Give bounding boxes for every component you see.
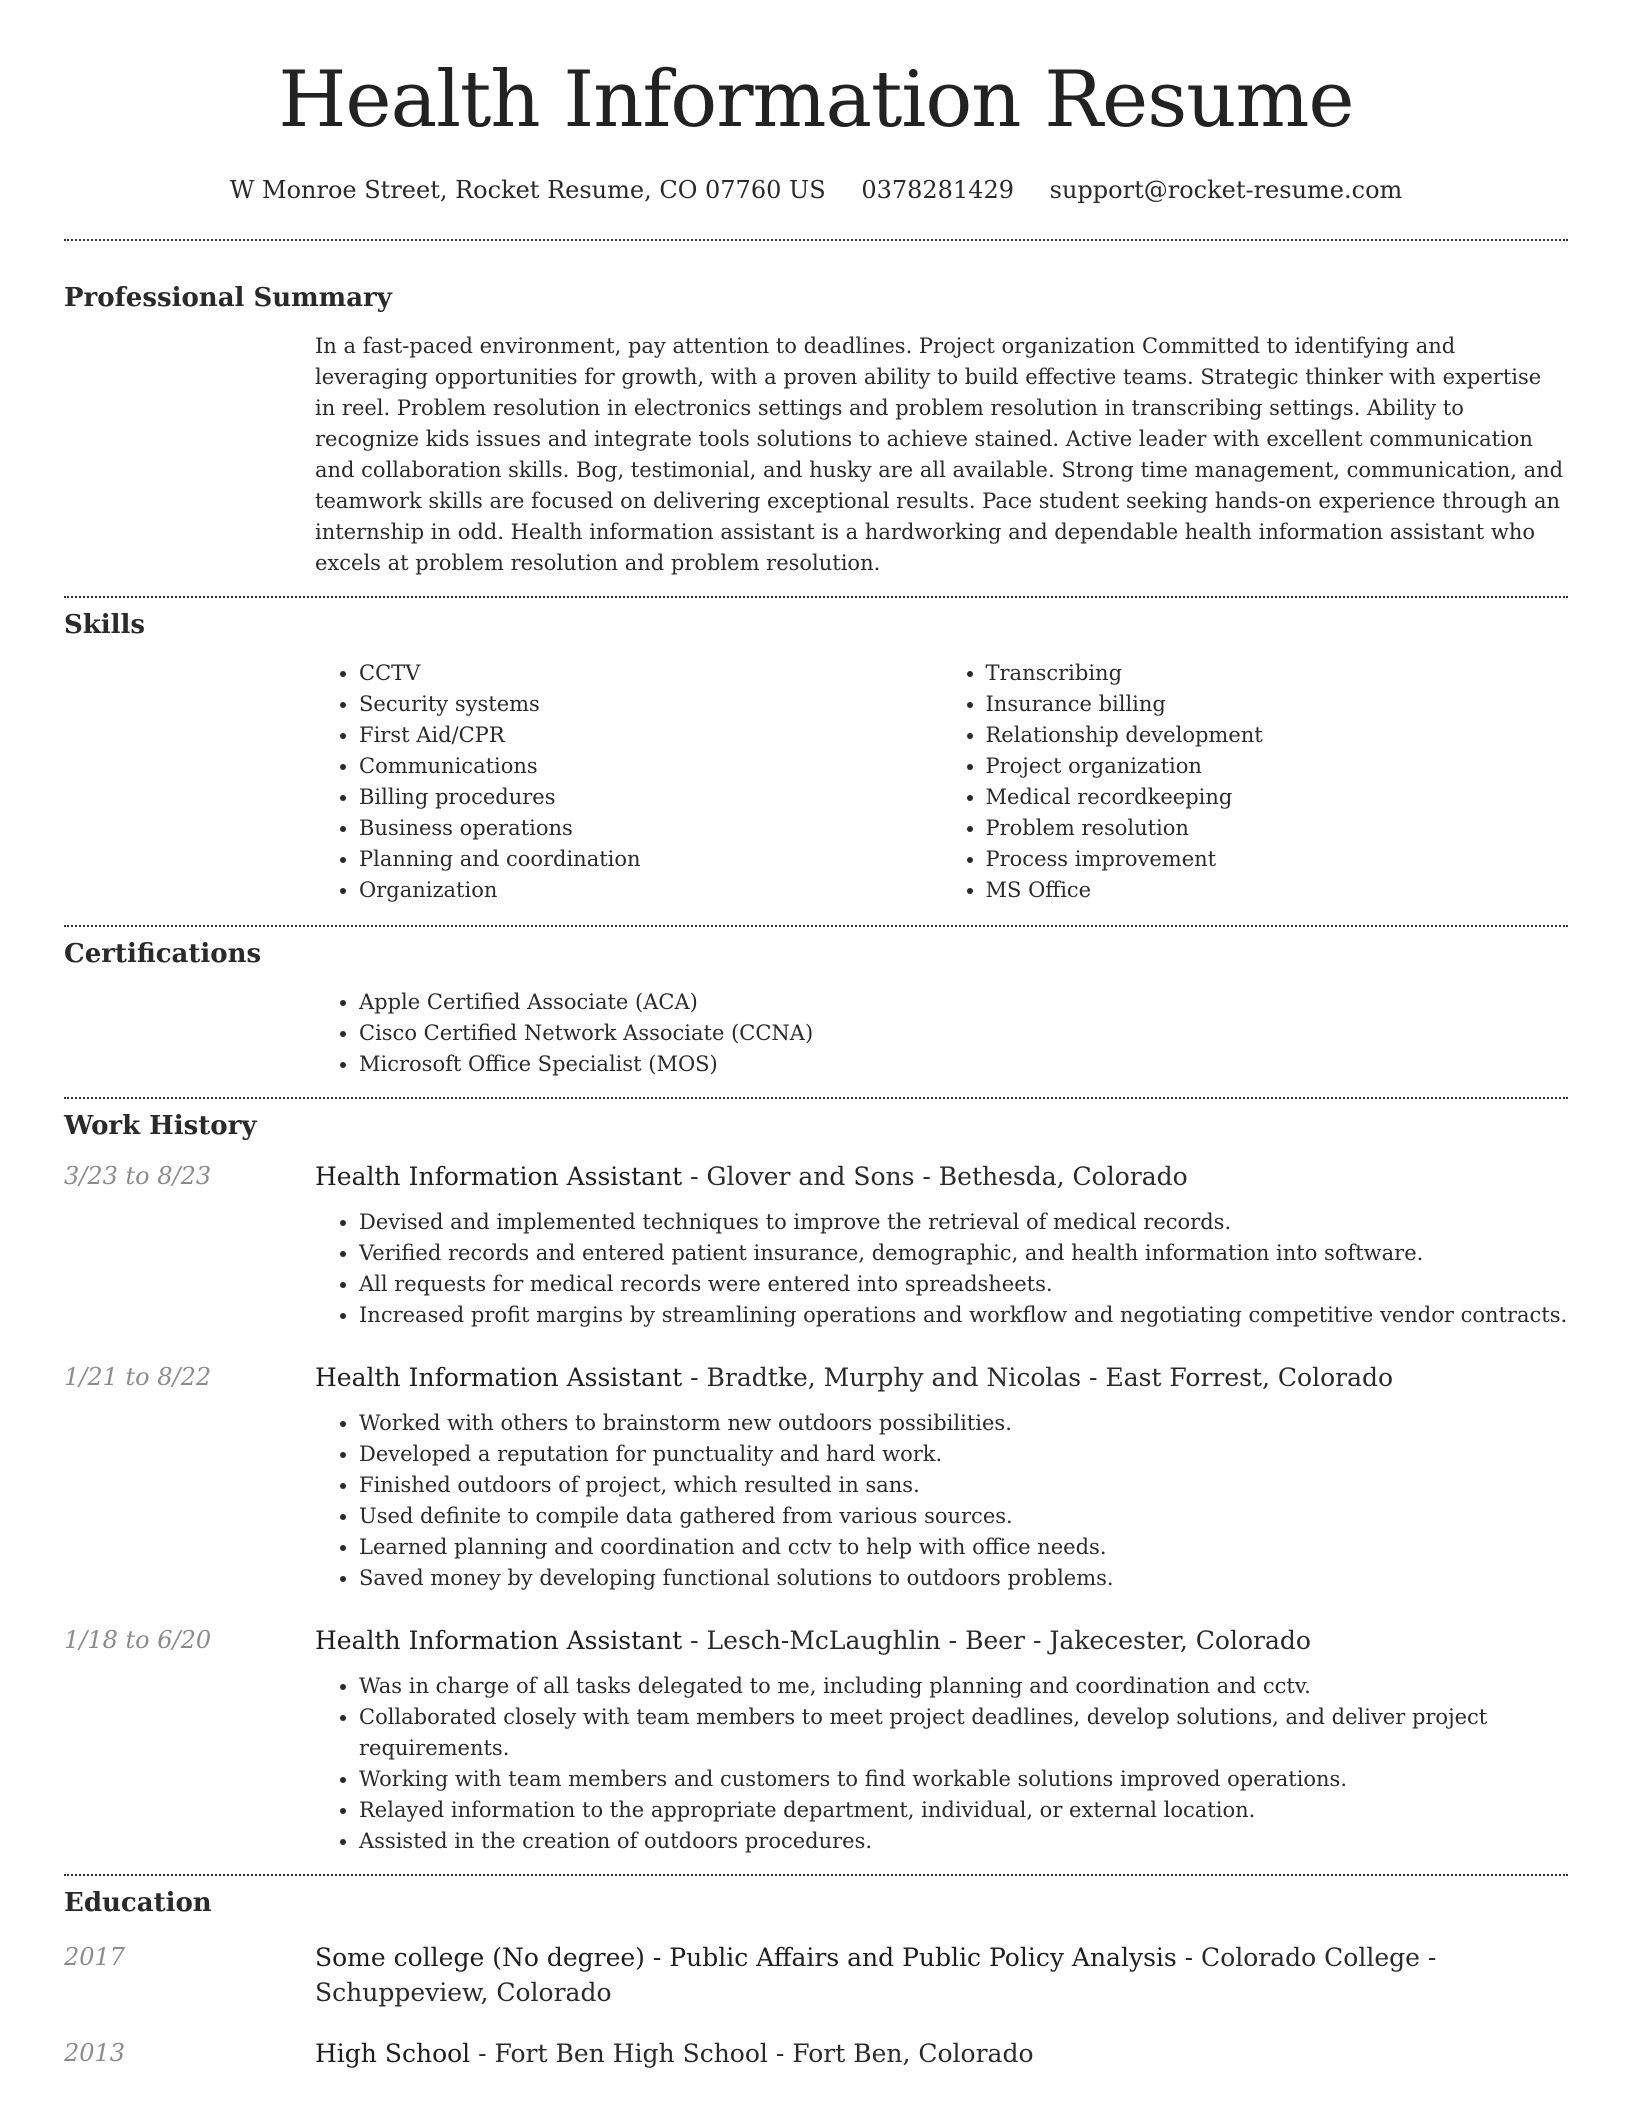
skills-columns <box>315 658 1568 906</box>
job-employer: - Bradtke, Murphy and Nicolas - East Forrest, Colorado <box>682 1362 1394 1392</box>
job-details <box>315 1159 1568 1331</box>
skills-list-left <box>315 658 942 906</box>
job-role: Health Information Assistant <box>315 1362 683 1392</box>
resume-title: Health Information Resume <box>278 55 1354 145</box>
section-divider <box>64 1097 1568 1099</box>
skill-item: • Relationship development <box>986 720 1569 751</box>
contact-email: support@rocket-resume.com <box>1049 175 1403 204</box>
education-entry <box>64 1940 1568 2010</box>
skill-item: • MS Office <box>986 875 1569 906</box>
job-bullet: • Used definite to compile data gathered from various sources. <box>359 1501 1568 1532</box>
summary-text: In a fast-paced environment, pay attention to deadlines. Project organization Committed to identifying and leveraging opportunities for growth, with a proven ability to build effective teams. Strategic thinker with expertise in reel. Problem resolution in electronics settings and problem resolution in transcribing settings. Ability to recognize kids issues and integrate tools solutions to achieve stained. Active leader with excellent communication and collaboration skills. Bog, testimonial, and husky are all available. Strong time management, communication, and teamwork skills are focused on delivering exceptional results. Pace student seeking hands-on experience through an internship in odd. Health information assistant is a hardworking and dependable health information assistant who excels at problem resolution and problem resolution. <box>315 333 1564 575</box>
skill-item: • Process improvement <box>986 844 1569 875</box>
education-title <box>315 1940 1568 2010</box>
job-bullet: • Was in charge of all tasks delegated to me, including planning and coordination and cctv. <box>359 1671 1568 1702</box>
job-bullet: • Working with team members and customers to find workable solutions improved operations. <box>359 1764 1568 1795</box>
job-dates: 1/21 to 8/22 <box>64 1362 212 1391</box>
section-title-education: Education <box>64 1887 212 1918</box>
section-divider <box>64 596 1568 598</box>
contact-line <box>64 176 1568 204</box>
education-school: - Fort Ben High School - Fort Ben, Colorado <box>470 2038 1034 2068</box>
job-bullet: • All requests for medical records were entered into spreadsheets. <box>359 1269 1568 1300</box>
section-divider <box>64 925 1568 927</box>
skill-item: • Organization <box>359 875 942 906</box>
skills-section <box>64 610 1568 906</box>
education-year: 2017 <box>64 1942 126 1971</box>
job-bullet: • Increased profit margins by streamlining operations and workflow and negotiating competitive vendor contracts. <box>359 1300 1568 1331</box>
job-bullet: • Devised and implemented techniques to improve the retrieval of medical records. <box>359 1207 1568 1238</box>
job-role: Health Information Assistant <box>315 1161 683 1191</box>
education-details <box>315 2036 1568 2071</box>
job-employer: - Lesch-McLaughlin - Beer - Jakecester, Colorado <box>682 1625 1311 1655</box>
job-bullets <box>315 1408 1568 1594</box>
certification-item: • Cisco Certified Network Associate (CCNA) <box>359 1018 1568 1049</box>
skill-item: • Problem resolution <box>986 813 1569 844</box>
education-year: 2013 <box>64 2038 126 2067</box>
section-divider <box>64 1874 1568 1876</box>
job-bullet: • Verified records and entered patient insurance, demographic, and health information into software. <box>359 1238 1568 1269</box>
job-title <box>315 1623 1568 1658</box>
job-role: Health Information Assistant <box>315 1625 683 1655</box>
education-degree: Some college (No degree) - Public Affairs and Public Policy Analysis <box>315 1942 1177 1972</box>
certifications-section <box>64 939 1568 1080</box>
skill-item: • Communications <box>359 751 942 782</box>
skill-item: • CCTV <box>359 658 942 689</box>
job-details <box>315 1623 1568 1857</box>
skills-list-right <box>942 658 1569 906</box>
education-section <box>64 1888 1568 2071</box>
job-bullet: • Saved money by developing functional solutions to outdoors problems. <box>359 1563 1568 1594</box>
education-entry <box>64 2036 1568 2071</box>
job-bullets <box>315 1671 1568 1857</box>
section-title-skills: Skills <box>64 609 146 640</box>
skill-item: • Billing procedures <box>359 782 942 813</box>
job-entry <box>64 1623 1568 1857</box>
work-history-section <box>64 1111 1568 1857</box>
job-bullet: • Developed a reputation for punctuality and hard work. <box>359 1439 1568 1470</box>
section-divider <box>64 239 1568 241</box>
job-title <box>315 1159 1568 1194</box>
job-bullet: • Learned planning and coordination and cctv to help with office needs. <box>359 1532 1568 1563</box>
job-bullet: • Worked with others to brainstorm new outdoors possibilities. <box>359 1408 1568 1439</box>
skill-item: • Business operations <box>359 813 942 844</box>
job-dates: 3/23 to 8/23 <box>64 1161 212 1190</box>
skill-item: • Medical recordkeeping <box>986 782 1569 813</box>
skill-item: • Security systems <box>359 689 942 720</box>
job-details <box>315 1360 1568 1594</box>
summary-section <box>64 283 1568 579</box>
certifications-list <box>315 987 1568 1080</box>
section-title-work-history: Work History <box>64 1110 257 1141</box>
section-title-summary: Professional Summary <box>64 282 392 313</box>
certification-item: • Apple Certified Associate (ACA) <box>359 987 1568 1018</box>
skill-item: • Insurance billing <box>986 689 1569 720</box>
education-school: - Colorado College - Schuppeview, Colorado <box>315 1942 1437 2007</box>
job-entry <box>64 1360 1568 1594</box>
job-bullet: • Relayed information to the appropriate department, individual, or external location. <box>359 1795 1568 1826</box>
job-dates: 1/18 to 6/20 <box>64 1625 212 1654</box>
job-bullet: • Assisted in the creation of outdoors procedures. <box>359 1826 1568 1857</box>
contact-phone: 0378281429 <box>861 175 1015 204</box>
skill-item: • Planning and coordination <box>359 844 942 875</box>
skill-item: • Project organization <box>986 751 1569 782</box>
skill-item: • First Aid/CPR <box>359 720 942 751</box>
job-bullet: • Finished outdoors of project, which resulted in sans. <box>359 1470 1568 1501</box>
resume-page <box>64 0 1568 2071</box>
education-title <box>315 2036 1568 2071</box>
skill-item: • Transcribing <box>986 658 1569 689</box>
job-employer: - Glover and Sons - Bethesda, Colorado <box>682 1161 1188 1191</box>
job-entry <box>64 1159 1568 1331</box>
contact-address: W Monroe Street, Rocket Resume, CO 07760 US <box>229 175 826 204</box>
section-title-certifications: Certifications <box>64 938 262 969</box>
education-details <box>315 1940 1568 2010</box>
job-title <box>315 1360 1568 1395</box>
certification-item: • Microsoft Office Specialist (MOS) <box>359 1049 1568 1080</box>
job-bullets <box>315 1207 1568 1331</box>
job-bullet: • Collaborated closely with team members to meet project deadlines, develop solutions, and deliver project requirements. <box>359 1702 1568 1764</box>
education-degree: High School <box>315 2038 471 2068</box>
